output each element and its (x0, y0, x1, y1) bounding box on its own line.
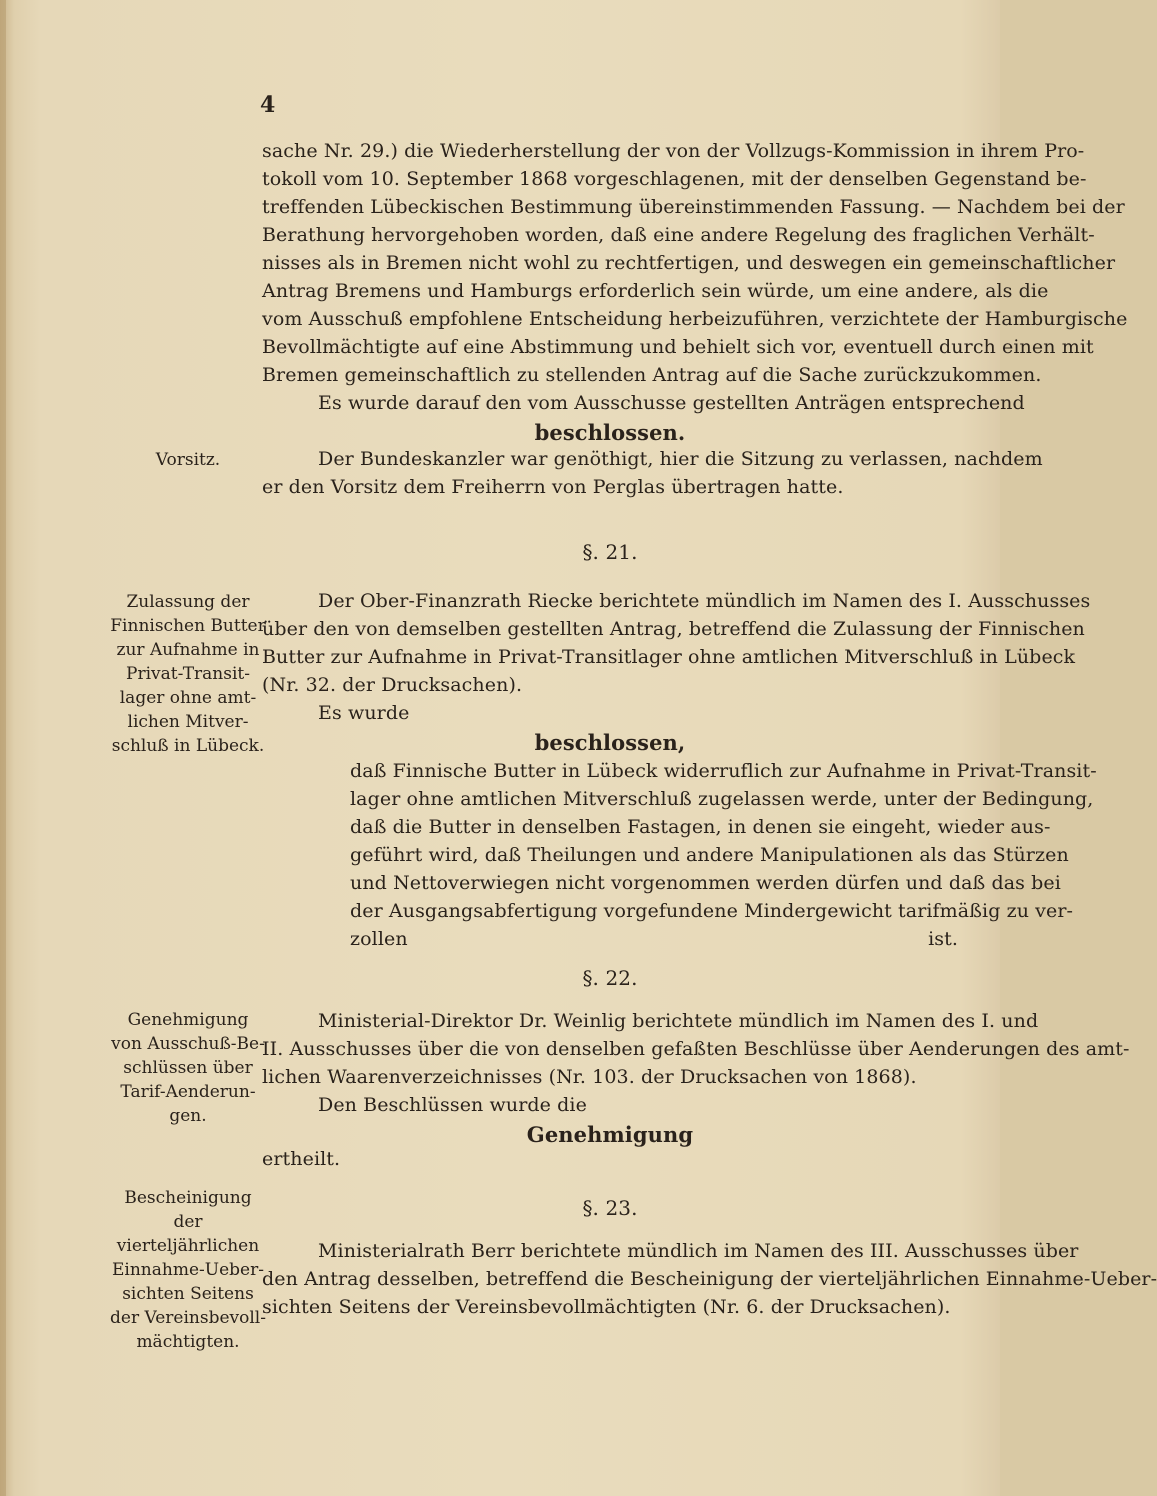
section-heading-23: §. 23. (582, 1196, 638, 1220)
quote-line: geführt wird, daß Theilungen und andere Manipulationen als das Stürzen (350, 844, 1069, 866)
resolution-intro: Es wurde (318, 702, 410, 724)
text-line: vom Ausschuß empfohlene Entscheidung herbeizuführen, verzichtete der Hamburgische (262, 308, 1128, 330)
resolution-intro: Es wurde darauf den vom Ausschusse gestellten Anträgen entsprechend (318, 392, 1025, 414)
text-line: tokoll vom 10. September 1868 vorgeschlagenen, mit der denselben Gegenstand be- (262, 168, 1087, 190)
page-number: 4 (260, 92, 276, 118)
text-line: nisses als in Bremen nicht wohl zu rechtfertigen, und deswegen ein gemeinschaftlicher (262, 252, 1116, 274)
text-line: Der Ober-Finanzrath Riecke berichtete mündlich im Namen des I. Ausschusses (318, 590, 1091, 612)
text-line: sache Nr. 29.) die Wiederherstellung der von der Vollzugs-Kommission in ihrem Pro- (262, 140, 1085, 162)
text-line: Berathung hervorgehoben worden, daß eine andere Regelung des fraglichen Verhält- (262, 224, 1095, 246)
resolution-intro: Den Beschlüssen wurde die (318, 1094, 587, 1116)
quote-line: zollen ist. (350, 928, 958, 950)
text-line: treffenden Lübeckischen Bestimmung übereinstimmenden Fassung. — Nachdem bei der (262, 196, 1125, 218)
quote-line: daß Finnische Butter in Lübeck widerruflich zur Aufnahme in Privat-Transit- (350, 760, 1097, 782)
text-line: Ministerialrath Berr berichtete mündlich im Namen des III. Ausschusses über (318, 1240, 1079, 1262)
text-line: den Antrag desselben, betreffend die Bescheinigung der vierteljährlichen Einnahme-Ueber- (262, 1268, 1157, 1290)
resolution-word: beschlossen. (534, 420, 686, 445)
resolution-word: Genehmigung (526, 1122, 694, 1147)
resolution-outro: ertheilt. (262, 1148, 341, 1170)
margin-note-section-23: Bescheinigung der vierteljährlichen Einnahme-Ueber- sichten Seitens der Vereinsbevoll- mächtigten. (110, 1188, 266, 1352)
text-line: über den von demselben gestellten Antrag, betreffend die Zulassung der Finnischen (262, 618, 1085, 640)
text-line: Antrag Bremens und Hamburgs erforderlich sein würde, um eine andere, als die (262, 280, 1049, 302)
text-line: Ministerial-Direktor Dr. Weinlig berichtete mündlich im Namen des I. und (318, 1010, 1039, 1032)
margin-note-section-22: Genehmigung von Ausschuß-Be- schlüssen über Tarif-Aenderun- gen. (111, 1010, 265, 1126)
page-edge (0, 0, 6, 1496)
text-line: Bevollmächtigte auf eine Abstimmung und behielt sich vor, eventuell durch einen mit (262, 336, 1094, 358)
quote-line: und Nettoverwiegen nicht vorgenommen werden dürfen und daß das bei (350, 872, 1061, 894)
text-line: II. Ausschusses über die von denselben gefaßten Beschlüsse über Aenderungen des amt- (262, 1038, 1130, 1060)
text-line: Der Bundeskanzler war genöthigt, hier die Sitzung zu verlassen, nachdem (318, 448, 1043, 470)
resolution-word: beschlossen, (534, 730, 686, 755)
quote-line: der Ausgangsabfertigung vorgefundene Mindergewicht tarifmäßig zu ver- (350, 900, 1074, 922)
text-line: Butter zur Aufnahme in Privat-Transitlager ohne amtlichen Mitverschluß in Lübeck (262, 646, 1076, 668)
text-line: sichten Seitens der Vereinsbevollmächtigten (Nr. 6. der Drucksachen). (262, 1296, 951, 1318)
section-heading-22: §. 22. (582, 966, 638, 990)
section-heading-21: §. 21. (582, 540, 638, 564)
quote-line: lager ohne amtlichen Mitverschluß zugelassen werde, unter der Bedingung, (350, 788, 1094, 810)
text-line: (Nr. 32. der Drucksachen). (262, 674, 523, 696)
text-line: lichen Waarenverzeichnisses (Nr. 103. der Drucksachen von 1868). (262, 1066, 917, 1088)
margin-note-vorsitz: Vorsitz. (155, 450, 221, 470)
quote-line: daß die Butter in denselben Fastagen, in denen sie eingeht, wieder aus- (350, 816, 1051, 838)
text-line: Bremen gemeinschaftlich zu stellenden Antrag auf die Sache zurückzukommen. (262, 364, 1042, 386)
text-line: er den Vorsitz dem Freiherrn von Perglas übertragen hatte. (262, 476, 844, 498)
margin-note-section-21: Zulassung der Finnischen Butter zur Aufnahme in Privat-Transit- lager ohne amt- lichen Mitver- schluß in Lübeck. (110, 592, 266, 756)
